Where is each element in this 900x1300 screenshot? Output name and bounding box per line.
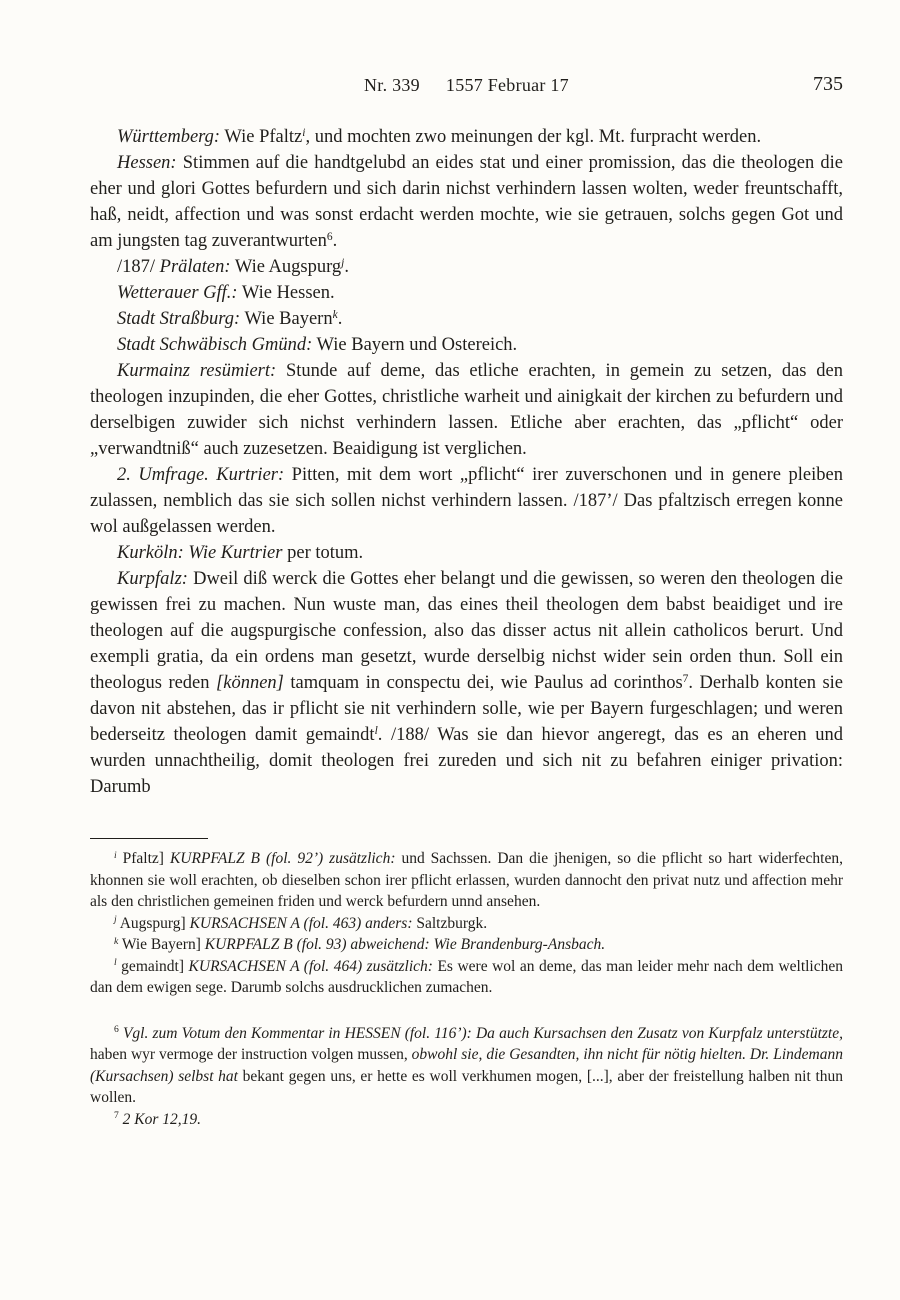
text-run: Stimmen auf die handtgelubd an eides stat und einer promission, das die theologen die eher und glori Gottes befurdern und sich darin nichst verhindern lassen wolten, weder freuntschafft, haß, neidt, affection und was sonst erdacht werden mochte, wie sie getrauen, solchs gegen Got und am jungsten tag zuverantwurten (90, 153, 843, 251)
footnote-marker: k (114, 935, 119, 947)
italic-text: Stadt Straßburg: (117, 309, 241, 329)
footnote (90, 1109, 843, 1131)
text-run: Augspurg] (116, 914, 190, 932)
footnote-marker: l (374, 724, 378, 737)
body-paragraph (90, 332, 843, 358)
text-run: Wie Bayern (240, 309, 333, 329)
italic-text: obwohl sie, die Gesandten, ihn nicht für nötig hielten. Dr. Lindemann (Kursachsen) selbst hat (90, 1046, 843, 1085)
footnote-marker: l (114, 957, 117, 969)
text-run: . Derhalb konten sie davon nit abstehen, das ir pflicht sie nit verhindern solle, wie per Bayern furgeschlagen; und weren bederseitz theologen damit gemaindt (90, 673, 843, 745)
text-run: Pitten, mit dem wort „pflicht“ irer zuverschonen und in genere pleiben zulassen, nemblich das sie sich sollen nichst verhindern lassen. /187’/ Das pfaltzisch erregen konne wol außgelassen werden. (90, 465, 843, 537)
italic-text: KURPFALZ B (fol. 92’) zusätzlich: (169, 850, 396, 867)
body-paragraph (90, 280, 843, 306)
apparatus-section (90, 838, 843, 999)
text-run: haben wyr vermoge der instruction volgen mussen, (90, 1046, 412, 1063)
text-run: . /188/ Was sie dan hievor angeregt, das es an eheren und wurden unnachtheilig, domit theologen frei zureden und sich nit zu befahren einiger privation: Darumb (90, 725, 843, 797)
body-text (90, 124, 843, 800)
text-run: Es were wol an deme, das man leider mehr nach dem weltlichen dan dem ewigen sege. Darumb solchs ausdrucklichen zumachen. (90, 957, 844, 996)
running-head (90, 75, 843, 96)
italic-text: Kurköln: Wie Kurtrier (117, 543, 283, 563)
text-run: Wie Hessen. (237, 283, 335, 303)
footnote-marker: i (302, 126, 306, 139)
footnote-separator (90, 838, 208, 839)
document-number: Nr. 339 (364, 75, 420, 95)
footnote-marker: j (114, 914, 117, 926)
italic-text: KURSACHSEN A (fol. 463) anders: (189, 914, 413, 932)
apparatus-note (90, 848, 843, 913)
body-paragraph (90, 254, 843, 280)
document-date: 1557 Februar 17 (445, 75, 569, 95)
body-paragraph (90, 306, 843, 332)
text-run: Saltzburgk. (412, 914, 488, 932)
apparatus-notes (90, 848, 843, 999)
text-run: Dweil diß werck die Gottes eher belangt und die gewissen, so weren den theologen die gewissen frei zu machen. Nun wuste man, das eines theil theologen dem babst beaidiget und ire theologen auf die augspurgische confession, also das disser actus nit allein catholicos berurt. Und exempli gratia, da ein ordens man gesetzt, wurde derselbig nichst wider sein orden thun. Soll ein theologus reden (90, 569, 843, 693)
body-paragraph (90, 462, 843, 540)
footnote (90, 1023, 843, 1109)
footnote-marker: 6 (114, 1024, 119, 1036)
text-run: tamquam in conspectu dei, wie Paulus ad corinthos (283, 673, 683, 693)
text-run: Wie Augspurg (230, 257, 342, 277)
text-run: Wie Bayern und Ostereich. (312, 335, 518, 355)
text-run: bekant gegen uns, er hette es woll verkhumen mogen, [...], aber der freistellung halben nit thun wollen. (90, 1067, 843, 1106)
text-run: gemaindt] (116, 957, 189, 975)
text-run: , und mochten zwo meinungen der kgl. Mt. furpracht werden. (305, 127, 762, 147)
italic-text: 2. Umfrage. Kurtrier: (117, 465, 285, 485)
footnote-marker: i (114, 849, 117, 861)
apparatus-note (90, 956, 843, 999)
apparatus-note (90, 913, 843, 935)
text-run: Wie Bayern] (118, 936, 205, 953)
page-number: 735 (813, 73, 843, 95)
italic-text: [können] (216, 673, 284, 693)
body-paragraph (90, 358, 843, 462)
page-header (90, 75, 843, 101)
italic-text: Prälaten: (159, 257, 231, 277)
text-run: und Sachssen. Dan die jhenigen, so die pflicht so hart widerfechten, khonnen sie woll erachten, ob dieselben schon irer pflicht erlassen, wurden dannocht den privat nutz und affection mehr als den christlichen gemeinen friden und werck befurdern unnd ansehen. (90, 850, 843, 910)
footnote-marker: 6 (326, 230, 333, 243)
footnote-marker: j (341, 256, 345, 269)
text-run: Wie Pfaltz (220, 127, 303, 147)
italic-text: Hessen: (117, 153, 177, 173)
commentary-section (90, 1023, 843, 1131)
text-run: . (337, 309, 343, 329)
footnote-marker: 7 (682, 672, 689, 685)
italic-text: KURSACHSEN A (fol. 464) zusätzlich: (188, 957, 433, 975)
italic-text: Wetterauer Gff.: (117, 283, 238, 303)
text-run: Stunde auf deme, das etliche erachten, in gemein zu setzen, das den theologen inzupinden, die eher Gottes, christliche warheit und ainigkait der kirchen zu befurdern und derselbigen zuwider sich nichst verhindern lassen. Etliche aber erachten, das „pflicht“ oder „verwandtniß“ auch zuzesetzen. Beaidigung ist verglichen. (90, 361, 843, 459)
italic-text: Stadt Schwäbisch Gmünd: (117, 335, 313, 355)
italic-text: Kurpfalz: (117, 569, 188, 589)
text-run: /187/ (117, 257, 160, 277)
italic-text: Württemberg: (117, 127, 221, 147)
text-run: per totum. (282, 543, 364, 563)
body-paragraph (90, 540, 843, 566)
body-paragraph (90, 124, 843, 150)
body-paragraph (90, 566, 843, 800)
italic-text: 2 Kor 12,19. (118, 1110, 202, 1128)
footnote-marker: 7 (114, 1110, 119, 1122)
text-run: . (332, 231, 338, 251)
text-run: . (344, 257, 349, 277)
footnote-marker: k (332, 308, 338, 321)
italic-text: Kurmainz resümiert: (117, 361, 277, 381)
italic-text: KURPFALZ B (fol. 93) abweichend: Wie Brandenburg-Ansbach. (204, 936, 606, 953)
apparatus-note (90, 934, 843, 956)
italic-text: Vgl. zum Votum den Kommentar in HESSEN (fol. 116’): Da auch Kursachsen den Zusatz von Kurpfalz unterstützte, (118, 1024, 843, 1042)
text-run: Pfaltz] (116, 850, 170, 867)
body-paragraph (90, 150, 843, 254)
commentary-notes (90, 1023, 843, 1131)
